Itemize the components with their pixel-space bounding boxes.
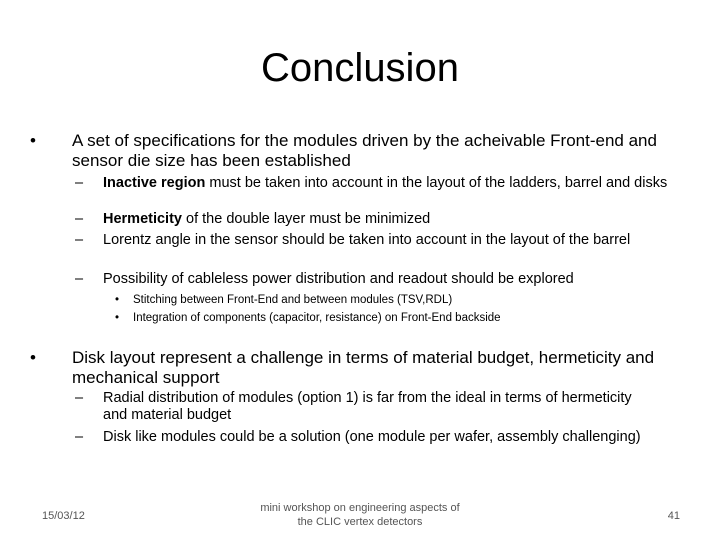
bullet-text: Lorentz angle in the sensor should be taken into account in the layout of the barrel (103, 232, 631, 248)
bullet-dot-icon: • (115, 312, 120, 324)
dash-icon: – (75, 271, 84, 287)
footer-date: 15/03/12 (42, 510, 85, 522)
bullet-text: Possibility of cableless power distribution and readout should be explored (103, 271, 574, 287)
page-number: 41 (667, 510, 680, 522)
footer-center-text: mini workshop on engineering aspects of the CLIC vertex detectors (260, 502, 460, 528)
bullet-text: must be taken into account in the layout of the ladders, barrel and disks (205, 175, 668, 191)
bullet-text: Stitching between Front-End and between modules (TSV,RDL) (133, 294, 453, 306)
bullet-text: Integration of components (capacitor, resistance) on Front-End backside (133, 312, 501, 324)
bullet-text: Radial distribution of modules (option 1) is far from the ideal in terms of hermeticity and material budget (103, 390, 632, 423)
bullet-bold-text: Hermeticity (103, 211, 182, 227)
bullet-bold-text: Inactive region (103, 175, 206, 191)
dash-icon: – (75, 175, 84, 191)
bullet-text: Disk layout represent a challenge in terms of material budget, hermeticity and mechanical support (72, 348, 655, 387)
bullet-dot-icon: • (30, 131, 36, 150)
bullet-text: of the double layer must be minimized (181, 211, 431, 227)
dash-icon: – (75, 211, 84, 227)
dash-icon: – (75, 232, 84, 248)
bullet-text: A set of specifications for the modules driven by the acheivable Front-end and sensor die size has been established (72, 131, 657, 170)
dash-icon: – (75, 429, 84, 445)
dash-icon: – (75, 390, 84, 406)
bullet-dot-icon: • (30, 348, 36, 367)
slide-title: Conclusion (261, 46, 459, 90)
bullet-text: Disk like modules could be a solution (one module per wafer, assembly challenging) (103, 429, 641, 445)
bullet-dot-icon: • (115, 294, 120, 306)
